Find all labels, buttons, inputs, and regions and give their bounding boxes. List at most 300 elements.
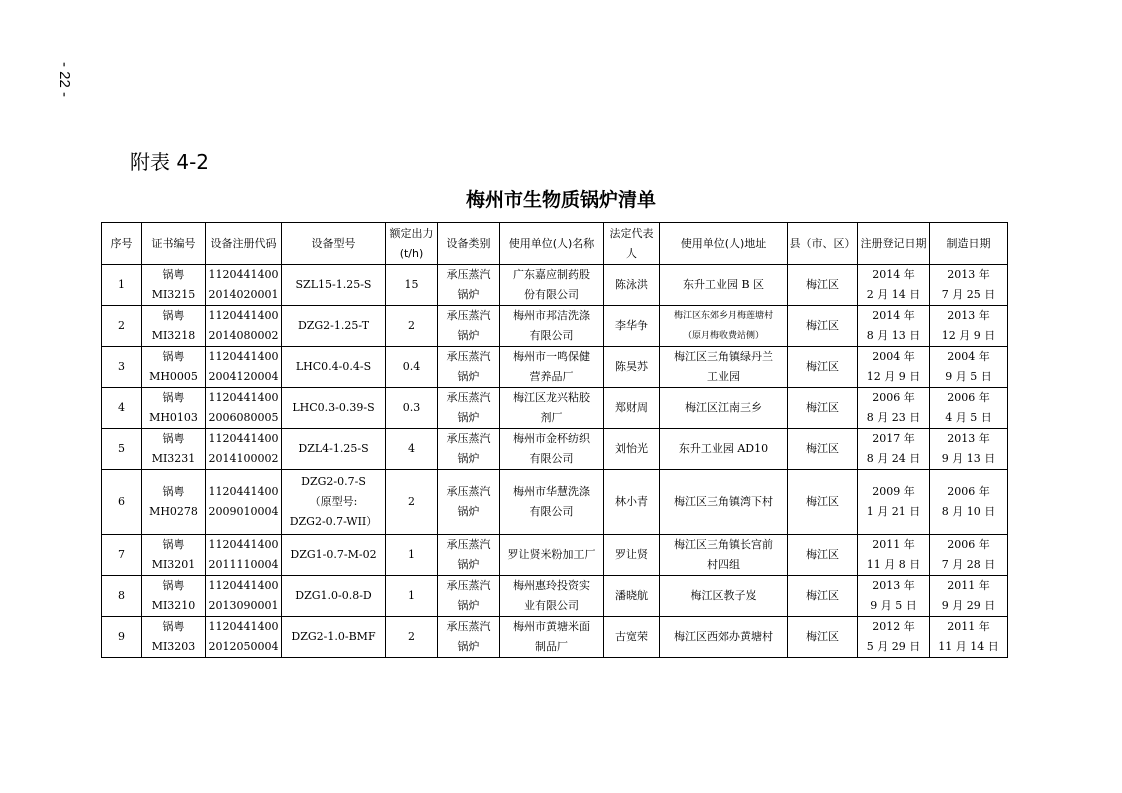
header-text: 注册登记 — [860, 236, 905, 250]
table-row — [102, 347, 1008, 388]
cell-text: MI3201 — [151, 558, 196, 571]
header-text: 码 — [265, 236, 277, 250]
header-text: 县 — [789, 236, 801, 250]
cell-text: 工业园 — [707, 370, 740, 383]
cell-text: DZG2-0.7-WII） — [289, 515, 378, 528]
cell-address — [660, 470, 788, 535]
cell-address — [660, 617, 788, 658]
header-col-model — [282, 223, 386, 265]
cell-text: 梅州市黄塘米面 — [513, 620, 590, 633]
cell-text: 2013 年 — [947, 268, 990, 281]
cell-user — [500, 306, 604, 347]
cell-text: 1120441400 — [208, 268, 279, 281]
cell-reg-date — [858, 429, 930, 470]
cell-text: MI3218 — [151, 329, 196, 342]
cell-text: 2 月 14 日 — [866, 288, 921, 301]
cell-text: 2011110004 — [208, 558, 279, 571]
cell-reg-date — [858, 347, 930, 388]
document-title: 梅州市生物质锅炉清单 — [465, 189, 656, 211]
cell-text: 2 — [408, 495, 415, 508]
cell-legal-rep — [604, 617, 660, 658]
cell-text: 2 — [118, 319, 125, 332]
table-row — [102, 306, 1008, 347]
cell-user — [500, 347, 604, 388]
cell-text: 潘晓航 — [615, 589, 648, 602]
cell-reg-code — [206, 347, 282, 388]
cell-text: 2014100002 — [208, 452, 279, 465]
cell-capacity — [386, 617, 438, 658]
cell-text: MH0103 — [149, 411, 198, 424]
cell-capacity — [386, 306, 438, 347]
cell-text: 东升工业园 B 区 — [682, 278, 765, 291]
cell-text: 广东嘉应制药股 — [513, 268, 590, 281]
cell-legal-rep — [604, 306, 660, 347]
cell-text: 林小青 — [615, 495, 648, 508]
cell-text: DZL4-1.25-S — [298, 442, 369, 455]
cell-text: 刘怡光 — [615, 442, 648, 455]
cell-text: 2012 年 — [872, 620, 915, 633]
cell-category — [438, 429, 500, 470]
header-text: 序号 — [110, 236, 133, 250]
cell-user — [500, 535, 604, 576]
cell-text: 陈泳洪 — [615, 278, 648, 291]
cell-category — [438, 347, 500, 388]
cell-cert — [142, 306, 206, 347]
cell-text: DZG2-1.25-T — [297, 319, 370, 332]
cell-text: 有限公司 — [529, 329, 574, 342]
cell-county — [788, 347, 858, 388]
cell-text: MI3210 — [151, 599, 196, 612]
cell-text: 承压蒸汽 — [446, 432, 491, 445]
header-text: 证书编号 — [151, 236, 196, 250]
cell-legal-rep — [604, 265, 660, 306]
cell-reg-code — [206, 535, 282, 576]
cell-model — [282, 388, 386, 429]
header-text: 设备型号 — [311, 236, 356, 250]
cell-text: 梅江区 — [806, 401, 839, 414]
cell-legal-rep — [604, 576, 660, 617]
header-col-category — [438, 223, 500, 265]
cell-category — [438, 576, 500, 617]
cell-user — [500, 265, 604, 306]
header-col-county — [788, 223, 858, 265]
cell-text: 锅粤 — [162, 350, 185, 363]
cell-text: 9 月 13 日 — [941, 452, 996, 465]
cell-text: 2014 年 — [872, 268, 915, 281]
cell-text: 1 — [118, 278, 125, 291]
cell-text: SZL15-1.25-S — [295, 278, 372, 291]
cell-county — [788, 617, 858, 658]
cell-text: 梅江区 — [806, 278, 839, 291]
cell-text: 2004 年 — [872, 350, 915, 363]
page-number: - 22 - — [56, 62, 73, 98]
cell-text: 梅江区西郊办黄塘村 — [674, 630, 773, 643]
cell-cert — [142, 388, 206, 429]
cell-text: 梅江区教子岌 — [690, 589, 757, 602]
header-text: 力(t/h) — [399, 226, 434, 260]
cell-text: 陈昊苏 — [615, 360, 648, 373]
cell-address — [660, 576, 788, 617]
cell-text: 2014020001 — [208, 288, 279, 301]
cell-text: 9 — [118, 630, 125, 643]
header-col-no — [102, 223, 142, 265]
cell-text: 2014 年 — [872, 309, 915, 322]
cell-text: 4 月 5 日 — [945, 411, 992, 424]
cell-legal-rep — [604, 347, 660, 388]
header-text: 法定代 — [609, 226, 643, 240]
cell-text: 7 月 28 日 — [941, 558, 996, 571]
cell-text: 业有限公司 — [524, 599, 579, 612]
header-col-legal-rep — [604, 223, 660, 265]
cell-legal-rep — [604, 470, 660, 535]
cell-model — [282, 535, 386, 576]
cell-text: 锅炉 — [457, 288, 480, 301]
cell-text: 梅州市一鸣保健 — [513, 350, 590, 363]
cell-reg-code — [206, 306, 282, 347]
header-col-user — [500, 223, 604, 265]
cell-text: 李华争 — [615, 319, 648, 332]
cell-text: MH0005 — [149, 370, 198, 383]
cell-reg-code — [206, 265, 282, 306]
cell-text: 2009010004 — [208, 505, 279, 518]
cell-text: 梅江区江南三乡 — [685, 401, 762, 414]
cell-text: 2013 年 — [872, 579, 915, 592]
cell-model — [282, 306, 386, 347]
cell-text: 2004120004 — [208, 370, 279, 383]
cell-user — [500, 429, 604, 470]
cell-text: 0.4 — [402, 360, 421, 373]
cell-text: 2 — [408, 319, 415, 332]
cell-text: 2011 年 — [872, 538, 915, 551]
cell-text: 2012050004 — [208, 640, 279, 653]
cell-text: 制品厂 — [535, 640, 568, 653]
cell-user — [500, 470, 604, 535]
cell-reg-date — [858, 576, 930, 617]
cell-text: 1120441400 — [208, 620, 279, 633]
cell-text: 11 月 14 日 — [938, 640, 999, 653]
cell-text: 11 月 8 日 — [866, 558, 921, 571]
cell-text: 2006 年 — [947, 538, 990, 551]
cell-reg-code — [206, 617, 282, 658]
header-col-reg-code — [206, 223, 282, 265]
cell-text: 梅江区 — [806, 442, 839, 455]
cell-mfg-date — [930, 306, 1008, 347]
cell-text: DZG2-1.0-BMF — [291, 630, 376, 643]
cell-text: 承压蒸汽 — [446, 538, 491, 551]
cell-text: 锅粤 — [162, 268, 185, 281]
cell-text: 5 — [118, 442, 125, 455]
cell-county — [788, 306, 858, 347]
cell-text: 锅粤 — [162, 485, 185, 498]
cell-text: LHC0.4-0.4-S — [295, 360, 372, 373]
cell-text: 锅炉 — [457, 599, 480, 612]
cell-text: 梅州惠玲投资实 — [513, 579, 590, 592]
cell-county — [788, 470, 858, 535]
cell-capacity — [386, 535, 438, 576]
cell-text: 1120441400 — [208, 350, 279, 363]
cell-text: 梅江区 — [806, 630, 839, 643]
cell-text: 罗让贤米粉加工厂 — [507, 548, 596, 561]
header-text: 表人 — [626, 226, 654, 260]
cell-text: 梅江区三角镇湾下村 — [674, 495, 773, 508]
cell-text: 2013 年 — [947, 432, 990, 445]
cell-text: 12 月 9 日 — [941, 329, 996, 342]
cell-text: 2013090001 — [208, 599, 279, 612]
cell-text: 1 — [408, 548, 415, 561]
cell-text: 梅江区三角镇长宫前 — [674, 538, 773, 551]
cell-model — [282, 617, 386, 658]
cell-text: 有限公司 — [529, 452, 574, 465]
header-text: 设备类别 — [446, 236, 491, 250]
cell-model — [282, 347, 386, 388]
cell-text: 村四组 — [707, 558, 740, 571]
cell-text: 1120441400 — [208, 485, 279, 498]
cell-text: MI3203 — [151, 640, 196, 653]
cell-address — [660, 306, 788, 347]
cell-text: 锅炉 — [457, 452, 480, 465]
cell-text: 5 月 29 日 — [866, 640, 921, 653]
cell-text: （原型号: — [309, 495, 358, 508]
cell-text: 锅炉 — [457, 558, 480, 571]
cell-text: 9 月 29 日 — [941, 599, 996, 612]
cell-county — [788, 576, 858, 617]
table-header-row — [102, 223, 1008, 265]
header-text: 额定出 — [389, 226, 423, 240]
cell-no — [102, 470, 142, 535]
cell-address — [660, 388, 788, 429]
cell-cert — [142, 617, 206, 658]
cell-text: 2004 年 — [947, 350, 990, 363]
cell-county — [788, 265, 858, 306]
cell-reg-date — [858, 306, 930, 347]
cell-reg-code — [206, 429, 282, 470]
cell-text: 梅江区 — [806, 589, 839, 602]
cell-text: 份有限公司 — [524, 288, 579, 301]
cell-text: 2006 年 — [947, 485, 990, 498]
cell-text: 古宽荣 — [615, 630, 648, 643]
cell-text: DZG1.0-0.8-D — [295, 589, 372, 602]
cell-mfg-date — [930, 617, 1008, 658]
cell-text: 罗让贤 — [615, 548, 648, 561]
cell-address — [660, 535, 788, 576]
cell-reg-code — [206, 576, 282, 617]
table-body — [102, 265, 1008, 658]
cell-text: 锅炉 — [457, 370, 480, 383]
cell-text: 梅江区东郊乡月梅莲塘村 — [673, 311, 773, 321]
cell-cert — [142, 347, 206, 388]
cell-reg-date — [858, 470, 930, 535]
cell-text: 2009 年 — [872, 485, 915, 498]
cell-text: 9 月 5 日 — [945, 370, 992, 383]
cell-county — [788, 535, 858, 576]
appendix-label: 附表 4-2 — [130, 150, 210, 174]
cell-text: 锅粤 — [162, 538, 185, 551]
cell-text: 锅炉 — [457, 411, 480, 424]
cell-category — [438, 535, 500, 576]
header-text: （市、区） — [800, 236, 856, 250]
cell-text: 9 月 5 日 — [870, 599, 917, 612]
cell-text: 12 月 9 日 — [866, 370, 921, 383]
cell-model — [282, 576, 386, 617]
cell-county — [788, 429, 858, 470]
cell-text: 锅炉 — [457, 640, 480, 653]
cell-text: 1 月 21 日 — [866, 505, 921, 518]
cell-text: 承压蒸汽 — [446, 485, 491, 498]
cell-text: 2006 年 — [872, 391, 915, 404]
cell-text: 梅州市邦洁洗涤 — [513, 309, 590, 322]
cell-text: 2006080005 — [208, 411, 279, 424]
cell-cert — [142, 429, 206, 470]
cell-capacity — [386, 347, 438, 388]
cell-text: 4 — [118, 401, 125, 414]
cell-text: 1120441400 — [208, 391, 279, 404]
cell-text: DZG1-0.7-M-02 — [290, 548, 377, 561]
table-row — [102, 535, 1008, 576]
cell-text: 承压蒸汽 — [446, 268, 491, 281]
cell-legal-rep — [604, 388, 660, 429]
cell-text: 8 月 10 日 — [941, 505, 996, 518]
cell-cert — [142, 470, 206, 535]
cell-text: 锅粤 — [162, 579, 185, 592]
cell-reg-date — [858, 265, 930, 306]
cell-no — [102, 576, 142, 617]
cell-text: 承压蒸汽 — [446, 579, 491, 592]
cell-cert — [142, 576, 206, 617]
cell-text: 承压蒸汽 — [446, 391, 491, 404]
cell-no — [102, 306, 142, 347]
cell-text: 梅江区三角镇绿丹兰 — [674, 350, 773, 363]
cell-text: 2006 年 — [947, 391, 990, 404]
cell-text: 2017 年 — [872, 432, 915, 445]
cell-reg-date — [858, 535, 930, 576]
cell-text: 营养品厂 — [529, 370, 574, 383]
cell-no — [102, 617, 142, 658]
cell-text: 锅粤 — [162, 391, 185, 404]
cell-text: 锅粤 — [162, 620, 185, 633]
cell-model — [282, 470, 386, 535]
header-col-address — [660, 223, 788, 265]
cell-no — [102, 347, 142, 388]
header-text: 使用单位(人)地址 — [680, 236, 767, 250]
table-row — [102, 265, 1008, 306]
cell-text: 3 — [118, 360, 125, 373]
cell-address — [660, 265, 788, 306]
cell-text: 2013 年 — [947, 309, 990, 322]
cell-category — [438, 265, 500, 306]
cell-text: 6 — [118, 495, 125, 508]
cell-category — [438, 617, 500, 658]
cell-text: 8 — [118, 589, 125, 602]
cell-reg-date — [858, 617, 930, 658]
cell-text: 2011 年 — [947, 620, 990, 633]
cell-no — [102, 265, 142, 306]
cell-reg-code — [206, 388, 282, 429]
cell-mfg-date — [930, 265, 1008, 306]
cell-capacity — [386, 470, 438, 535]
cell-category — [438, 388, 500, 429]
cell-text: 锅粤 — [162, 309, 185, 322]
cell-address — [660, 429, 788, 470]
cell-text: 承压蒸汽 — [446, 350, 491, 363]
cell-text: 郑财周 — [615, 401, 648, 414]
cell-text: 梅江区 — [806, 319, 839, 332]
header-col-reg-date — [858, 223, 930, 265]
cell-no — [102, 535, 142, 576]
table-row — [102, 617, 1008, 658]
cell-text: 7 — [118, 548, 125, 561]
cell-category — [438, 306, 500, 347]
cell-text: 承压蒸汽 — [446, 309, 491, 322]
cell-reg-code — [206, 470, 282, 535]
cell-mfg-date — [930, 535, 1008, 576]
cell-text: 梅江区 — [806, 495, 839, 508]
cell-mfg-date — [930, 470, 1008, 535]
table-row — [102, 576, 1008, 617]
cell-text: 1120441400 — [208, 538, 279, 551]
header-col-mfg-date — [930, 223, 1008, 265]
cell-text: MH0278 — [149, 505, 198, 518]
header-text: 称 — [583, 236, 595, 250]
cell-text: 0.3 — [402, 401, 421, 414]
cell-text: 梅江区 — [806, 548, 839, 561]
cell-text: 锅炉 — [457, 505, 480, 518]
cell-capacity — [386, 576, 438, 617]
cell-text: 承压蒸汽 — [446, 620, 491, 633]
cell-model — [282, 265, 386, 306]
cell-text: 1120441400 — [208, 309, 279, 322]
cell-text: 梅江区 — [806, 360, 839, 373]
cell-mfg-date — [930, 429, 1008, 470]
cell-text: 2 — [408, 630, 415, 643]
cell-text: 8 月 23 日 — [866, 411, 921, 424]
cell-county — [788, 388, 858, 429]
cell-text: 15 — [404, 278, 419, 291]
cell-mfg-date — [930, 576, 1008, 617]
table-row — [102, 429, 1008, 470]
cell-text: 有限公司 — [529, 505, 574, 518]
cell-no — [102, 429, 142, 470]
cell-text: 东升工业园 AD10 — [678, 442, 769, 455]
cell-text: MI3215 — [151, 288, 196, 301]
cell-user — [500, 388, 604, 429]
cell-category — [438, 470, 500, 535]
cell-text: 7 月 25 日 — [941, 288, 996, 301]
cell-text: 锅粤 — [162, 432, 185, 445]
cell-user — [500, 617, 604, 658]
table-row — [102, 388, 1008, 429]
cell-model — [282, 429, 386, 470]
table-row — [102, 470, 1008, 535]
header-text: 日期 — [904, 236, 927, 250]
cell-legal-rep — [604, 535, 660, 576]
cell-text: 1120441400 — [208, 432, 279, 445]
header-col-capacity — [386, 223, 438, 265]
header-text: 使用单位(人)名 — [508, 236, 584, 250]
cell-no — [102, 388, 142, 429]
cell-cert — [142, 535, 206, 576]
header-text: 设备注册代 — [210, 236, 266, 250]
cell-text: 1120441400 — [208, 579, 279, 592]
header-col-cert — [142, 223, 206, 265]
cell-text: DZG2-0.7-S — [301, 475, 366, 488]
cell-text: 8 月 13 日 — [866, 329, 921, 342]
cell-text: 锅炉 — [457, 329, 480, 342]
cell-mfg-date — [930, 347, 1008, 388]
cell-user — [500, 576, 604, 617]
cell-legal-rep — [604, 429, 660, 470]
cell-text: 2011 年 — [947, 579, 990, 592]
cell-text: 1 — [408, 589, 415, 602]
